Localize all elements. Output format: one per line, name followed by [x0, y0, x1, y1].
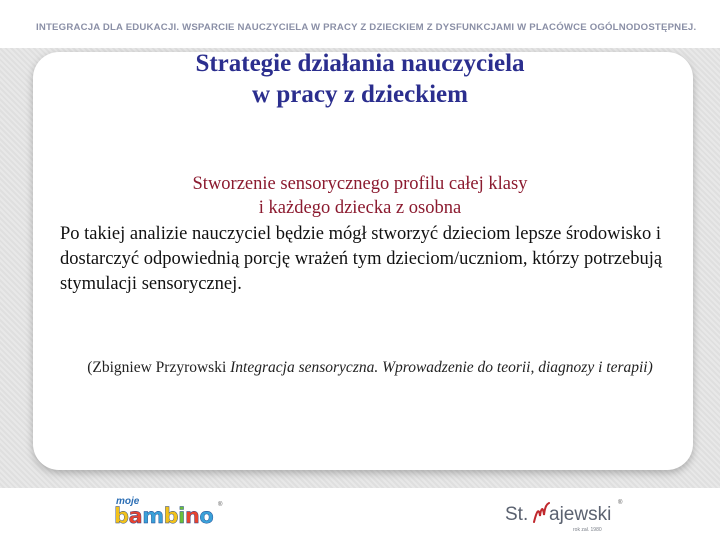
moje-bambino-logo	[112, 496, 227, 532]
slide-title-line-2: w pracy z dzieckiem	[252, 81, 468, 108]
citation-book-title: Integracja sensoryczna. Wprowadzenie do teorii, diagnozy i terapii)	[230, 359, 653, 376]
slide-body-paragraph: Po takiej analizie nauczyciel będzie mógł stworzyć dzieciom lepsze środowisko i dostarczyć odpowiednią porcję wrażeń tym dzieciom/uczniom, którzy potrzebują stymulacji sensorycznej.	[60, 224, 663, 294]
st-majewski-logo-tagline: rok zał. 1980	[573, 527, 602, 533]
slide-title	[0, 48, 720, 110]
st-majewski-logo-registered: ®	[618, 500, 623, 506]
moje-bambino-logo-registered: ®	[218, 502, 223, 508]
moje-bambino-logo-word: bambino	[114, 504, 214, 528]
slide-title-line-1: Strategie działania nauczyciela	[195, 50, 525, 77]
slide-subtitle-line-2: i każdego dziecka z osobna	[258, 198, 462, 218]
st-majewski-m-mark-icon	[532, 500, 550, 526]
slide-subtitle	[0, 172, 720, 220]
st-majewski-logo-name: ajewski	[549, 504, 612, 525]
header-banner-text: INTEGRACJA DLA EDUKACJI. WSPARCIE NAUCZYCIELA W PRACY Z DZIECKIEM Z DYSFUNKCJAMI W PLACÓWCE OGÓLNODOSTĘPNEJ.	[36, 22, 697, 33]
st-majewski-logo	[505, 498, 625, 532]
citation-author: (Zbigniew Przyrowski	[87, 359, 231, 376]
header-banner	[0, 0, 720, 48]
st-majewski-logo-st: St.	[505, 504, 529, 525]
moje-bambino-logo-moje: moje	[116, 496, 140, 507]
citation	[60, 357, 680, 378]
slide-subtitle-line-1: Stworzenie sensorycznego profilu całej klasy	[192, 174, 528, 194]
